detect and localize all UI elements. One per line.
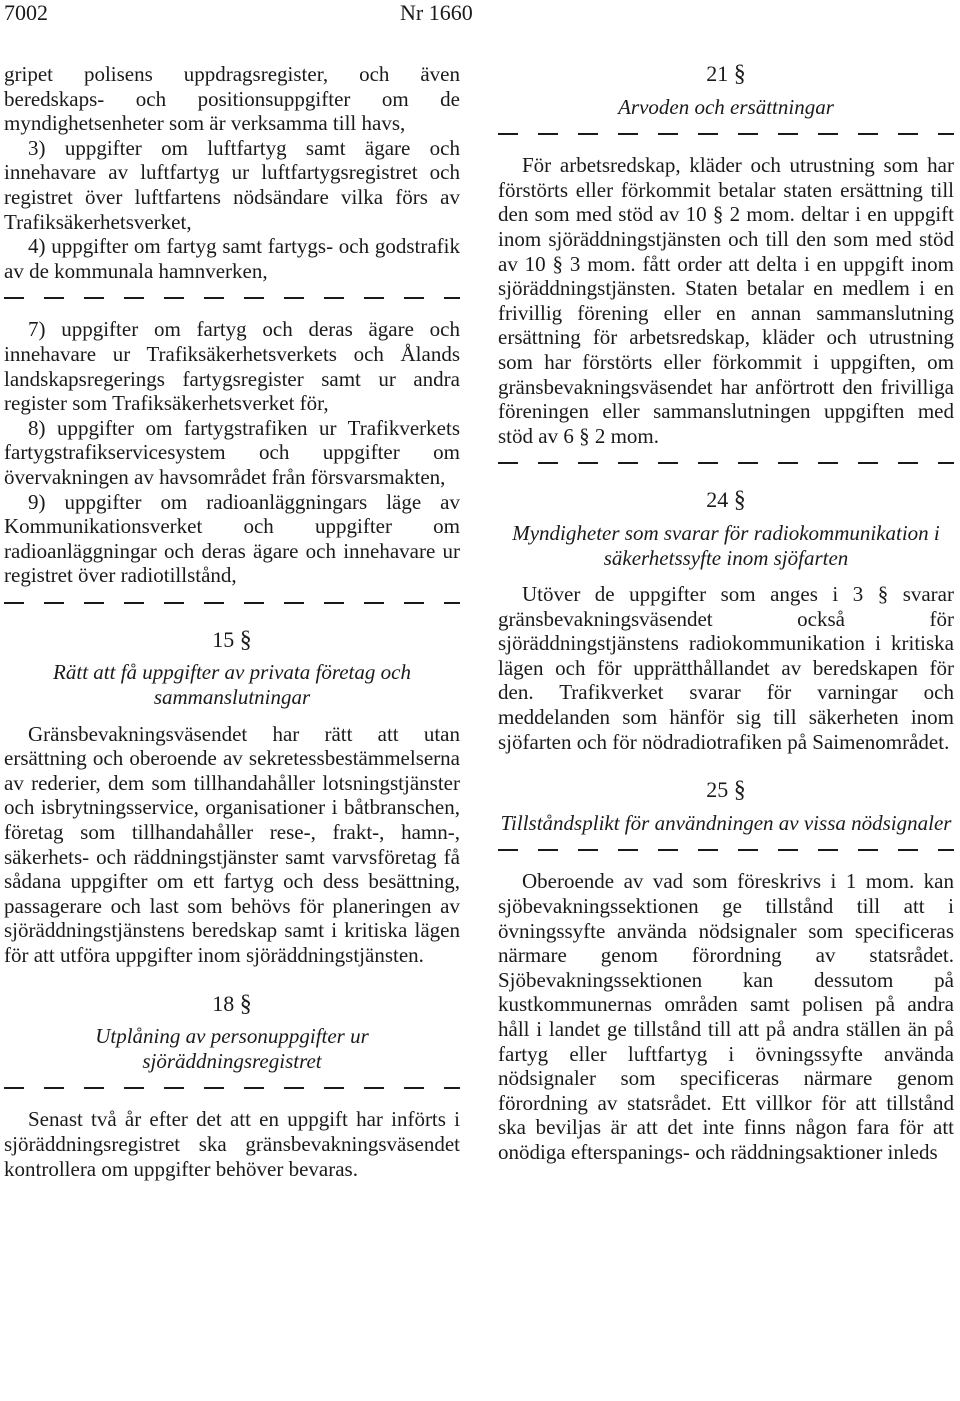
section-text: För arbetsredskap, kläder och utrustning som har förstörts eller förkommit betalar staten ersättning till den som med stöd av 10 § 2 mom. deltar i en uppgift inom sjöräddningstjänsten och till den som med stöd av 10 § 3 mom. fått order att delta i en uppgift inom sjöräddningstjänsten. Staten betalar en medlem i en frivillig förening eller en annan sammanslutning ersättning för arbetsredskap, kläder och utrustning som har förstörts eller förkommit i uppgiften, om gränsbevakningsväsendet har anförtrott den frivilliga föreningen eller sammanslutningen uppgiften med stöd av 6 § 2 mom. [498, 153, 954, 448]
page-header [0, 0, 960, 30]
section-text: Utöver de uppgifter som anges i 3 § svarar gränsbevakningsväsendet också för sjöräddningstjänstens radiokommunikation i kritiska lägen och för upprätthållandet av beredskapen för den. Trafikverket svarar för varningar och meddelanden som hänför sig till säkerheten inom sjöfarten och för nödradiotrafiken på Saimenområdet. [498, 582, 954, 754]
left-column [4, 62, 460, 1181]
section-heading: Rätt att få uppgifter av privata företag och sammanslutningar [53, 660, 411, 710]
section-sign: § [733, 61, 746, 87]
section-text: Oberoende av vad som föreskrivs i 1 mom. kan sjöbevakningssektionen ge tillstånd till att i övningssyfte använda nödsignaler som specificeras närmare genom förordning av statsrådet. Sjöbevakningssektionen kan dessutom på kustkommunernas områden samt polisen på andra håll i landet ge tillstånd till att på andra ställen än på fartyg eller luftfartyg i övningssyfte använda nödsignaler som specificeras närmare genom förordning av statsrådet. Ett villkor för att tillstånd ska beviljas är att det inte finns någon fara för att onödiga efterspanings- och räddningsaktioner inleds [498, 869, 954, 1164]
section-heading: Utplåning av personuppgifter ur sjöräddningsregistret [95, 1024, 369, 1073]
omission-divider [498, 133, 954, 135]
list-item: 9) uppgifter om radioanläggningars läge av Kommunikationsverket och uppgifter om radioanläggningar och deras ägare och innehavare ur registret över radiotillstånd, [4, 489, 460, 588]
page-number: 7002 [4, 0, 48, 25]
statute-number: Nr 1660 [400, 0, 473, 25]
omission-divider [4, 1087, 460, 1089]
paragraph: gripet polisens uppdragsregister, och även beredskaps- och positionsuppgifter om de myndighetsenheter som är verksamma till havs, [4, 62, 460, 136]
section-number: 21 § [706, 61, 746, 87]
section-text: Gränsbevakningsväsendet har rätt att utan ersättning och oberoende av sekretessbestämmelserna av rederier, dem som tillhandahåller lotsningstjänster och isbrytningsservice, organisationer i båtbranschen, företag som tillhandahåller rese-, frakt-, hamn-, säkerhets- och räddningstjänster samt varvsföretag få sådana uppgifter om ett fartyg och dess besättning, passagerare och last som behövs för planeringen av sjöräddningstjänstens beredskap samt i kritiska lägen för att utföra uppgifter inom sjöräddningstjänsten. [4, 721, 460, 967]
section-heading: Tillståndsplikt för användningen av vissa nödsignaler [500, 810, 952, 835]
section-heading: Myndigheter som svarar för radiokommunikation i säkerhetssyfte inom sjöfarten [512, 520, 940, 570]
section-number: 24 § [706, 487, 746, 514]
section-sign: § [733, 487, 746, 514]
section-number: 15 § [212, 626, 252, 653]
list-item: 4) uppgifter om fartyg samt fartygs- och godstrafik av de kommunala hamnverken, [4, 234, 460, 283]
right-column [498, 62, 954, 1165]
section-number: 18 § [212, 990, 252, 1017]
omission-divider [4, 297, 460, 299]
section-heading: Arvoden och ersättningar [618, 94, 834, 119]
section-sign: § [239, 626, 252, 653]
omission-divider [4, 602, 460, 604]
list-item: 3) uppgifter om luftfartyg samt ägare och innehavare av luftfartyg ur luftfartygsregistret och registret över luftfartens nödsändare vilka förs av Trafiksäkerhetsverket, [4, 135, 460, 234]
section-sign: § [733, 777, 746, 804]
section-sign: § [239, 990, 252, 1017]
omission-divider [498, 849, 954, 851]
section-text: Senast två år efter det att en uppgift har införts i sjöräddningsregistret ska gränsbevakningsväsendet kontrollera om uppgifter behöver bevaras. [4, 1107, 460, 1181]
section-number: 25 § [706, 777, 746, 804]
omission-divider [498, 462, 954, 464]
list-item: 8) uppgifter om fartygstrafiken ur Trafikverkets fartygstrafikservicesystem och uppgifter om övervakningen av havsområdet från försvarsmakten, [4, 415, 460, 489]
list-item: 7) uppgifter om fartyg och deras ägare och innehavare ur Trafiksäkerhetsverkets och Ålands landskapsregerings fartygsregister samt ur andra register som Trafiksäkerhetsverket för, [4, 317, 460, 416]
